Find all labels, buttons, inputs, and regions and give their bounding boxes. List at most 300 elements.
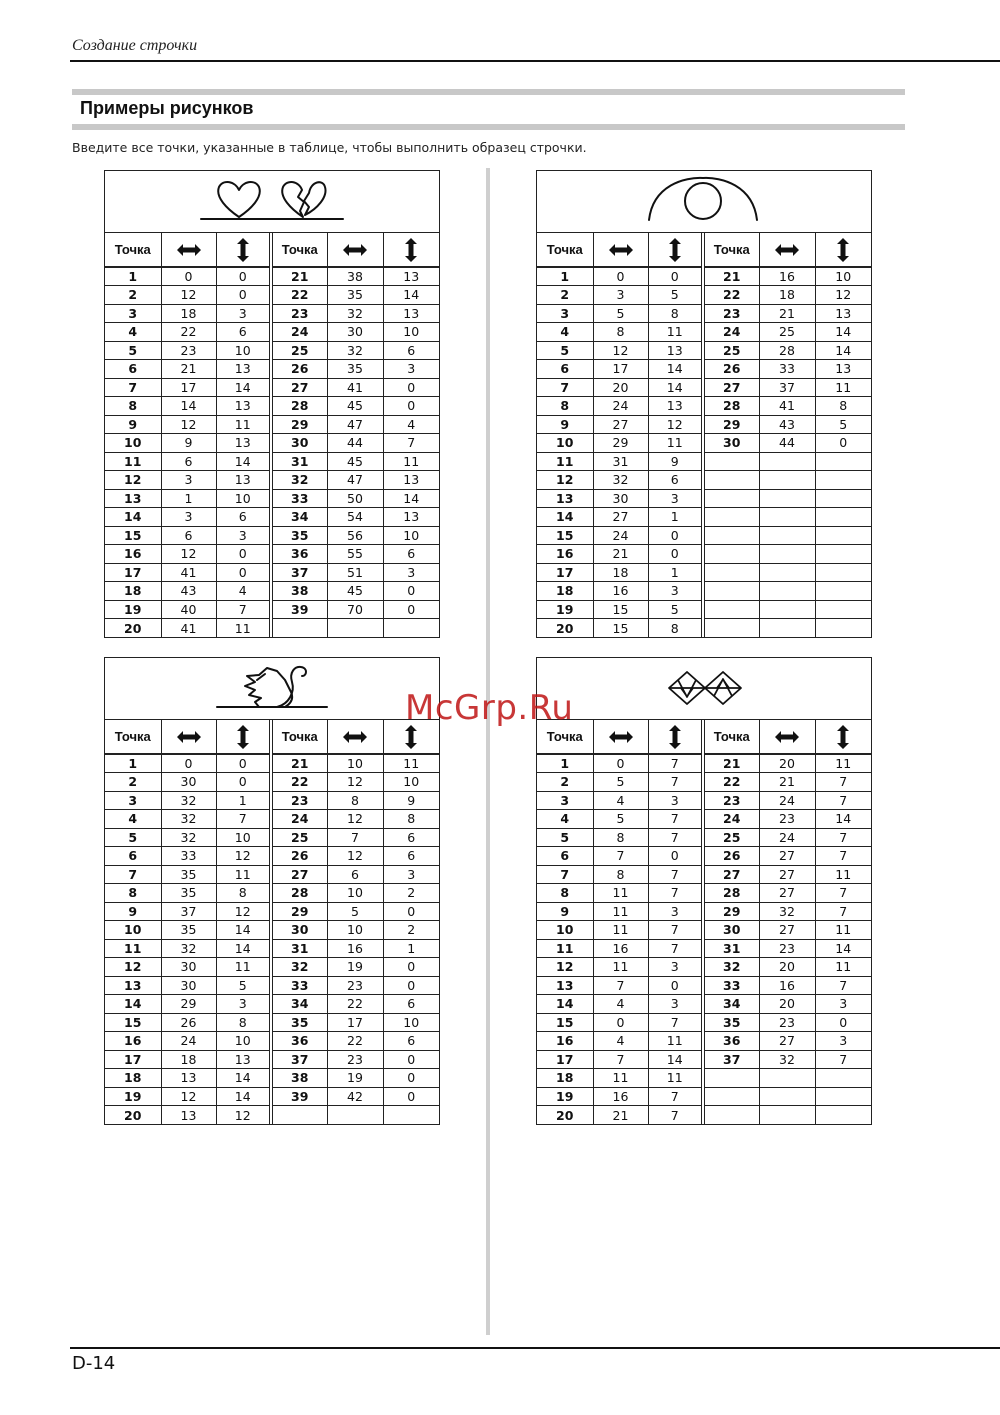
point-number-cell: 2 xyxy=(105,286,161,305)
horizontal-value-cell: 10 xyxy=(327,884,383,903)
point-number-cell: 15 xyxy=(537,1013,593,1032)
horizontal-value-cell: 11 xyxy=(593,902,648,921)
horizontal-value-cell: 20 xyxy=(759,995,815,1014)
vertical-value-cell: 3 xyxy=(648,489,703,508)
horizontal-value-cell: 28 xyxy=(759,341,815,360)
table-row xyxy=(105,1013,439,1032)
vertical-value-cell: 0 xyxy=(383,902,439,921)
horizontal-value-cell: 44 xyxy=(759,434,815,453)
horizontal-value-cell: 35 xyxy=(161,884,216,903)
vertical-value-cell xyxy=(815,545,871,564)
point-number-cell: 35 xyxy=(271,526,327,545)
vertical-value-cell: 13 xyxy=(383,508,439,527)
point-number-cell: 13 xyxy=(537,976,593,995)
picture-area xyxy=(537,171,871,233)
vertical-arrow-icon xyxy=(668,237,682,263)
point-number-cell: 6 xyxy=(537,847,593,866)
table-row xyxy=(537,1087,871,1106)
section-title-bar-top xyxy=(72,89,905,95)
vertical-value-cell: 12 xyxy=(216,902,271,921)
point-number-cell: 5 xyxy=(537,341,593,360)
point-number-cell: 1 xyxy=(105,754,161,773)
vertical-value-cell: 13 xyxy=(216,471,271,490)
picture-area xyxy=(537,658,871,720)
horizontal-value-cell: 9 xyxy=(161,434,216,453)
vertical-arrow-icon xyxy=(836,237,850,263)
point-number-cell xyxy=(703,452,759,471)
horizontal-value-cell: 0 xyxy=(161,267,216,286)
horizontal-value-cell xyxy=(759,1069,815,1088)
vertical-value-cell: 3 xyxy=(648,995,703,1014)
horizontal-value-cell: 24 xyxy=(593,526,648,545)
vertical-value-cell: 6 xyxy=(648,471,703,490)
point-number-cell: 8 xyxy=(105,397,161,416)
vertical-value-cell: 3 xyxy=(216,526,271,545)
horizontal-value-cell: 16 xyxy=(759,976,815,995)
horizontal-value-cell: 29 xyxy=(161,995,216,1014)
horizontal-value-cell: 27 xyxy=(759,921,815,940)
horizontal-value-cell: 11 xyxy=(593,921,648,940)
point-number-cell: 13 xyxy=(105,489,161,508)
horizontal-value-cell: 22 xyxy=(327,995,383,1014)
point-number-cell: 30 xyxy=(703,921,759,940)
horizontal-value-cell: 41 xyxy=(759,397,815,416)
horizontal-value-cell: 37 xyxy=(161,902,216,921)
horizontal-value-cell: 23 xyxy=(759,1013,815,1032)
horizontal-value-cell: 18 xyxy=(759,286,815,305)
table-row xyxy=(537,828,871,847)
vertical-value-cell: 0 xyxy=(383,378,439,397)
vertical-value-cell: 14 xyxy=(216,1069,271,1088)
horizontal-value-cell: 50 xyxy=(327,489,383,508)
point-number-cell: 3 xyxy=(105,791,161,810)
vertical-value-cell: 14 xyxy=(216,378,271,397)
point-number-cell: 26 xyxy=(703,360,759,379)
table-row xyxy=(537,995,871,1014)
point-number-cell: 4 xyxy=(537,323,593,342)
vertical-value-cell: 13 xyxy=(216,1050,271,1069)
vertical-value-cell: 0 xyxy=(216,545,271,564)
table-row xyxy=(537,773,871,792)
table-row xyxy=(537,600,871,619)
vertical-arrow-icon xyxy=(236,237,250,263)
horizontal-value-cell: 20 xyxy=(593,378,648,397)
vertical-value-cell: 11 xyxy=(216,619,271,638)
horizontal-value-cell: 45 xyxy=(327,582,383,601)
point-number-cell: 37 xyxy=(271,1050,327,1069)
vertical-value-cell: 0 xyxy=(216,286,271,305)
point-number-cell: 1 xyxy=(105,267,161,286)
vertical-value-cell: 7 xyxy=(648,810,703,829)
vertical-value-cell: 11 xyxy=(815,865,871,884)
horizontal-value-cell: 32 xyxy=(327,304,383,323)
horizontal-value-cell: 16 xyxy=(593,1087,648,1106)
running-title: Создание строчки xyxy=(72,37,198,54)
point-number-cell: 15 xyxy=(105,526,161,545)
vertical-value-cell: 14 xyxy=(648,1050,703,1069)
point-number-cell: 28 xyxy=(271,884,327,903)
point-number-cell: 1 xyxy=(537,754,593,773)
horizontal-value-cell xyxy=(759,526,815,545)
table-row xyxy=(537,1032,871,1051)
horizontal-value-cell: 42 xyxy=(327,1087,383,1106)
table-row xyxy=(105,545,439,564)
horizontal-value-cell: 56 xyxy=(327,526,383,545)
point-number-cell: 9 xyxy=(537,902,593,921)
horizontal-arrow-icon xyxy=(176,730,202,744)
point-number-cell: 26 xyxy=(271,847,327,866)
horizontal-value-cell: 6 xyxy=(327,865,383,884)
table-row xyxy=(105,378,439,397)
vertical-value-cell xyxy=(815,600,871,619)
point-number-cell: 27 xyxy=(703,378,759,397)
vertical-value-cell: 0 xyxy=(383,1087,439,1106)
horizontal-value-cell: 23 xyxy=(759,939,815,958)
vertical-value-cell: 3 xyxy=(648,582,703,601)
vertical-value-cell: 8 xyxy=(815,397,871,416)
horizontal-value-cell: 12 xyxy=(161,1087,216,1106)
point-number-cell: 34 xyxy=(271,508,327,527)
horizontal-value-cell: 11 xyxy=(593,958,648,977)
horizontal-value-cell xyxy=(759,1087,815,1106)
point-number-cell: 18 xyxy=(537,582,593,601)
horizontal-value-cell: 4 xyxy=(593,791,648,810)
vertical-value-cell: 7 xyxy=(815,976,871,995)
point-number-cell xyxy=(703,489,759,508)
vertical-header xyxy=(648,720,703,754)
page-number: D-14 xyxy=(72,1353,116,1374)
vertical-value-cell: 13 xyxy=(383,267,439,286)
point-header: Точка xyxy=(271,233,327,267)
point-number-cell: 34 xyxy=(271,995,327,1014)
point-number-cell: 32 xyxy=(271,471,327,490)
table-row xyxy=(537,508,871,527)
point-number-cell: 22 xyxy=(703,286,759,305)
horizontal-value-cell: 4 xyxy=(593,1032,648,1051)
horizontal-value-cell: 27 xyxy=(759,847,815,866)
point-number-cell: 7 xyxy=(105,378,161,397)
stitch-table-diamonds xyxy=(536,657,872,1125)
vertical-value-cell: 14 xyxy=(216,1087,271,1106)
point-number-cell: 10 xyxy=(537,434,593,453)
vertical-value-cell: 11 xyxy=(815,921,871,940)
point-number-cell xyxy=(703,1069,759,1088)
point-number-cell: 13 xyxy=(537,489,593,508)
point-header: Точка xyxy=(105,233,161,267)
horizontal-value-cell: 32 xyxy=(161,791,216,810)
point-number-cell: 29 xyxy=(271,902,327,921)
vertical-value-cell: 6 xyxy=(383,828,439,847)
vertical-value-cell: 7 xyxy=(815,847,871,866)
horizontal-value-cell: 10 xyxy=(327,754,383,773)
stitch-table-hearts xyxy=(104,170,440,638)
stitch-table-grid xyxy=(105,233,439,637)
column-divider xyxy=(486,168,490,1335)
vertical-value-cell: 13 xyxy=(216,397,271,416)
vertical-value-cell: 3 xyxy=(648,791,703,810)
vertical-value-cell: 12 xyxy=(648,415,703,434)
vertical-value-cell: 11 xyxy=(815,378,871,397)
table-row xyxy=(105,1050,439,1069)
vertical-value-cell: 13 xyxy=(216,360,271,379)
horizontal-value-cell: 6 xyxy=(161,452,216,471)
point-number-cell: 36 xyxy=(271,545,327,564)
vertical-value-cell: 5 xyxy=(648,286,703,305)
horizontal-value-cell: 47 xyxy=(327,415,383,434)
section-title: Примеры рисунков xyxy=(80,98,254,118)
point-number-cell: 16 xyxy=(105,1032,161,1051)
table-row xyxy=(537,415,871,434)
vertical-value-cell: 14 xyxy=(648,378,703,397)
table-row xyxy=(537,1050,871,1069)
table-header-row xyxy=(537,233,871,267)
table-row xyxy=(105,489,439,508)
section-title-bar-bottom xyxy=(72,124,905,130)
horizontal-value-cell: 23 xyxy=(327,1050,383,1069)
horizontal-value-cell: 12 xyxy=(327,773,383,792)
vertical-value-cell: 0 xyxy=(216,267,271,286)
stitch-table-grid xyxy=(537,720,871,1124)
vertical-value-cell: 7 xyxy=(815,791,871,810)
stitch-table-grid xyxy=(105,720,439,1124)
horizontal-value-cell: 18 xyxy=(161,1050,216,1069)
vertical-value-cell: 7 xyxy=(648,865,703,884)
table-row xyxy=(537,545,871,564)
point-number-cell: 13 xyxy=(105,976,161,995)
vertical-value-cell: 9 xyxy=(648,452,703,471)
vertical-value-cell: 0 xyxy=(815,1013,871,1032)
horizontal-value-cell: 24 xyxy=(759,828,815,847)
vertical-arrow-icon xyxy=(836,724,850,750)
vertical-value-cell: 7 xyxy=(815,1050,871,1069)
vertical-value-cell: 7 xyxy=(815,902,871,921)
vertical-value-cell: 7 xyxy=(815,828,871,847)
horizontal-value-cell: 27 xyxy=(759,865,815,884)
point-number-cell: 39 xyxy=(271,1087,327,1106)
horizontal-header xyxy=(327,233,383,267)
point-header: Точка xyxy=(537,720,593,754)
vertical-value-cell: 0 xyxy=(383,1069,439,1088)
table-row xyxy=(537,378,871,397)
vertical-header xyxy=(216,720,271,754)
horizontal-value-cell: 18 xyxy=(593,563,648,582)
table-row xyxy=(105,1069,439,1088)
vertical-value-cell: 5 xyxy=(648,600,703,619)
stitch-table-arcs xyxy=(536,170,872,638)
point-number-cell: 17 xyxy=(105,563,161,582)
table-row xyxy=(105,415,439,434)
horizontal-value-cell: 21 xyxy=(759,304,815,323)
horizontal-value-cell: 11 xyxy=(593,884,648,903)
horizontal-value-cell: 17 xyxy=(327,1013,383,1032)
vertical-value-cell: 1 xyxy=(648,508,703,527)
table-row xyxy=(537,563,871,582)
table-row xyxy=(537,434,871,453)
table-row xyxy=(537,360,871,379)
swan-icon xyxy=(105,658,439,720)
point-number-cell: 21 xyxy=(703,267,759,286)
table-row xyxy=(105,286,439,305)
point-number-cell: 31 xyxy=(703,939,759,958)
vertical-arrow-icon xyxy=(236,724,250,750)
point-number-cell: 25 xyxy=(271,341,327,360)
horizontal-value-cell: 32 xyxy=(161,828,216,847)
horizontal-value-cell: 33 xyxy=(759,360,815,379)
vertical-value-cell xyxy=(815,526,871,545)
horizontal-arrow-icon xyxy=(342,730,368,744)
vertical-value-cell: 0 xyxy=(216,773,271,792)
vertical-value-cell: 10 xyxy=(216,828,271,847)
horizontal-value-cell: 11 xyxy=(593,1069,648,1088)
horizontal-value-cell: 40 xyxy=(161,600,216,619)
vertical-value-cell: 7 xyxy=(648,1106,703,1125)
horizontal-value-cell: 35 xyxy=(161,921,216,940)
vertical-value-cell: 0 xyxy=(383,600,439,619)
vertical-value-cell: 14 xyxy=(815,323,871,342)
table-row xyxy=(537,323,871,342)
point-number-cell: 27 xyxy=(703,865,759,884)
horizontal-value-cell: 22 xyxy=(327,1032,383,1051)
vertical-value-cell: 6 xyxy=(383,341,439,360)
horizontal-value-cell: 20 xyxy=(759,958,815,977)
vertical-value-cell: 7 xyxy=(216,600,271,619)
point-number-cell: 10 xyxy=(105,921,161,940)
point-number-cell: 20 xyxy=(537,1106,593,1125)
vertical-value-cell: 0 xyxy=(383,976,439,995)
horizontal-value-cell: 23 xyxy=(327,976,383,995)
horizontal-value-cell: 0 xyxy=(593,1013,648,1032)
point-number-cell: 39 xyxy=(271,600,327,619)
vertical-value-cell: 0 xyxy=(648,976,703,995)
horizontal-value-cell: 41 xyxy=(161,563,216,582)
table-row xyxy=(537,619,871,638)
point-number-cell: 23 xyxy=(271,304,327,323)
horizontal-value-cell: 1 xyxy=(161,489,216,508)
point-number-cell: 5 xyxy=(105,341,161,360)
picture-area xyxy=(105,658,439,720)
vertical-value-cell: 7 xyxy=(648,773,703,792)
table-row xyxy=(105,600,439,619)
point-number-cell: 8 xyxy=(537,397,593,416)
horizontal-value-cell: 44 xyxy=(327,434,383,453)
point-number-cell: 7 xyxy=(537,378,593,397)
table-row xyxy=(537,286,871,305)
point-number-cell: 38 xyxy=(271,1069,327,1088)
point-number-cell: 5 xyxy=(537,828,593,847)
table-row xyxy=(105,360,439,379)
point-header: Точка xyxy=(537,233,593,267)
horizontal-value-cell xyxy=(759,452,815,471)
vertical-value-cell: 0 xyxy=(216,754,271,773)
vertical-value-cell: 7 xyxy=(648,921,703,940)
horizontal-value-cell: 32 xyxy=(759,1050,815,1069)
point-number-cell xyxy=(703,545,759,564)
vertical-value-cell: 14 xyxy=(383,489,439,508)
table-row xyxy=(537,489,871,508)
table-row xyxy=(105,1087,439,1106)
vertical-value-cell: 7 xyxy=(648,939,703,958)
table-row xyxy=(105,828,439,847)
point-number-cell: 15 xyxy=(537,526,593,545)
table-row xyxy=(537,471,871,490)
vertical-value-cell: 7 xyxy=(815,773,871,792)
horizontal-value-cell: 55 xyxy=(327,545,383,564)
vertical-value-cell: 8 xyxy=(216,1013,271,1032)
vertical-value-cell: 11 xyxy=(648,323,703,342)
point-header: Точка xyxy=(105,720,161,754)
horizontal-value-cell: 0 xyxy=(593,754,648,773)
table-row xyxy=(105,397,439,416)
table-header-row xyxy=(105,233,439,267)
vertical-value-cell: 13 xyxy=(383,471,439,490)
point-number-cell: 3 xyxy=(537,304,593,323)
horizontal-value-cell: 12 xyxy=(161,286,216,305)
table-row xyxy=(537,526,871,545)
table-row xyxy=(105,921,439,940)
horizontal-value-cell: 47 xyxy=(327,471,383,490)
vertical-value-cell xyxy=(815,508,871,527)
vertical-value-cell: 2 xyxy=(383,921,439,940)
horizontal-value-cell: 41 xyxy=(161,619,216,638)
vertical-value-cell xyxy=(815,489,871,508)
vertical-value-cell: 12 xyxy=(216,1106,271,1125)
point-number-cell xyxy=(271,1106,327,1125)
vertical-value-cell xyxy=(815,619,871,638)
table-row xyxy=(105,1032,439,1051)
table-row xyxy=(537,921,871,940)
vertical-value-cell: 7 xyxy=(648,754,703,773)
table-row xyxy=(537,810,871,829)
point-number-cell: 18 xyxy=(537,1069,593,1088)
vertical-value-cell: 8 xyxy=(383,810,439,829)
point-number-cell: 29 xyxy=(271,415,327,434)
vertical-header xyxy=(216,233,271,267)
horizontal-value-cell: 51 xyxy=(327,563,383,582)
vertical-value-cell: 3 xyxy=(216,304,271,323)
horizontal-header xyxy=(161,233,216,267)
vertical-value-cell: 10 xyxy=(216,489,271,508)
horizontal-value-cell xyxy=(759,471,815,490)
table-row xyxy=(537,1069,871,1088)
vertical-value-cell xyxy=(383,619,439,638)
horizontal-value-cell: 24 xyxy=(593,397,648,416)
horizontal-value-cell xyxy=(759,1106,815,1125)
horizontal-value-cell: 12 xyxy=(161,415,216,434)
point-number-cell: 31 xyxy=(271,939,327,958)
table-row xyxy=(105,267,439,286)
horizontal-value-cell: 16 xyxy=(759,267,815,286)
vertical-value-cell: 3 xyxy=(648,958,703,977)
vertical-value-cell: 8 xyxy=(216,884,271,903)
horizontal-value-cell: 8 xyxy=(593,323,648,342)
horizontal-value-cell: 30 xyxy=(161,958,216,977)
point-header: Точка xyxy=(703,720,759,754)
vertical-value-cell xyxy=(815,1069,871,1088)
point-number-cell: 33 xyxy=(703,976,759,995)
vertical-value-cell: 10 xyxy=(216,341,271,360)
point-number-cell: 37 xyxy=(271,563,327,582)
table-row xyxy=(537,304,871,323)
point-number-cell: 7 xyxy=(537,865,593,884)
point-number-cell: 9 xyxy=(105,415,161,434)
vertical-value-cell: 11 xyxy=(216,415,271,434)
point-number-cell: 2 xyxy=(537,773,593,792)
table-row xyxy=(537,847,871,866)
point-number-cell: 26 xyxy=(271,360,327,379)
point-number-cell: 11 xyxy=(105,939,161,958)
horizontal-value-cell: 18 xyxy=(161,304,216,323)
point-number-cell: 16 xyxy=(537,1032,593,1051)
